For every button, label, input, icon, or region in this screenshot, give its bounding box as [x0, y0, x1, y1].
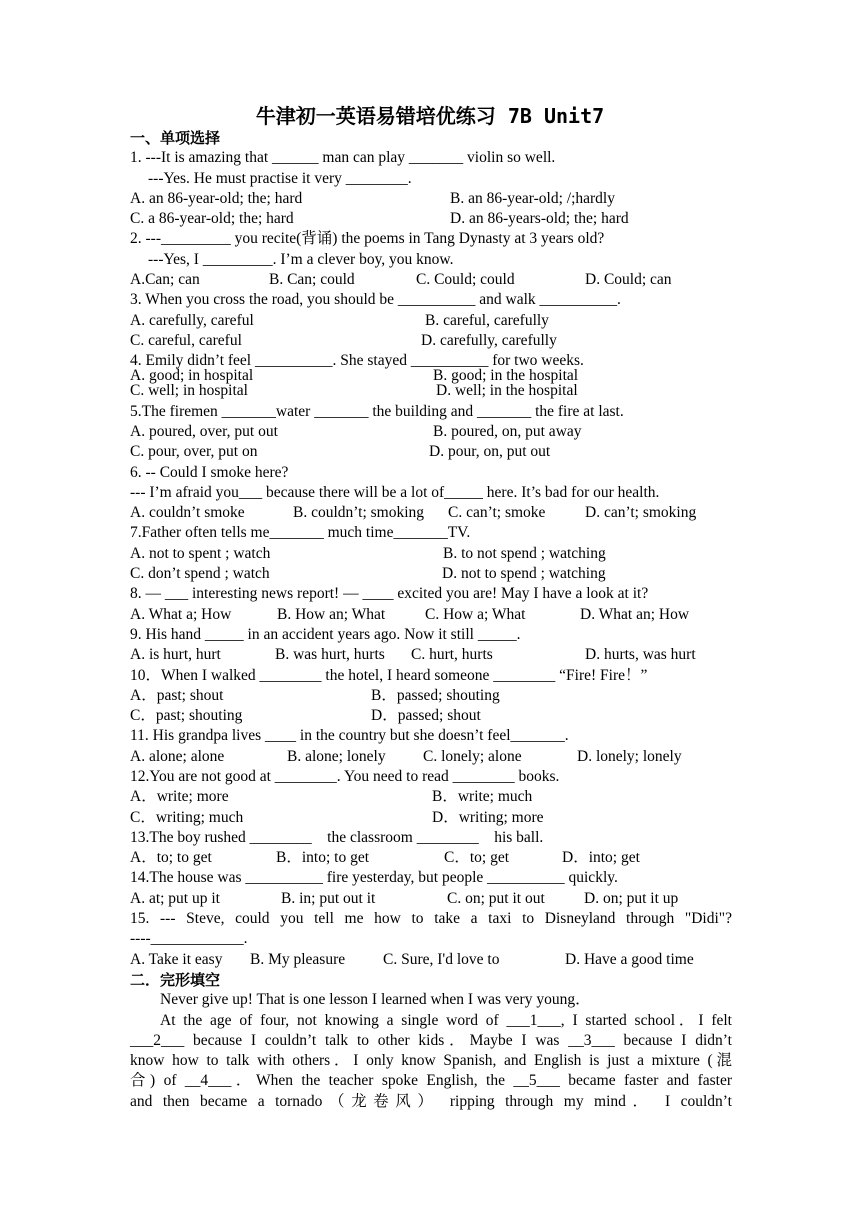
question-stem: 1. ---It is amazing that ______ man can play _______ violin so well. — [130, 149, 556, 167]
option-a: A. What a; How — [130, 605, 232, 623]
passage-line: 合) of __4___．When the teacher spoke English, the __5___ became faster and faster — [130, 1072, 732, 1090]
question-stem: 2. ---_________ you recite(背诵) the poems in Tang Dynasty at 3 years old? — [130, 230, 605, 248]
option-c: C．writing; much — [130, 808, 244, 826]
option-a: A. alone; alone — [130, 747, 225, 765]
option-row — [130, 368, 732, 383]
option-row — [130, 422, 732, 442]
option-c: C. on; put it out — [447, 889, 545, 907]
option-a: A. good; in hospital — [130, 367, 254, 385]
option-d: D. well; in the hospital — [436, 382, 578, 400]
document-body — [130, 128, 732, 1112]
page-title: 牛津初一英语易错培优练习 7B Unit7 — [255, 104, 605, 128]
question-stem: 9. His hand _____ in an accident years ago. Now it still _____. — [130, 625, 521, 643]
option-row — [130, 544, 732, 564]
question-stem: 10．When I walked ________ the hotel, I heard someone ________ “Fire! Fire！” — [130, 666, 648, 684]
option-b: B. in; put out it — [281, 889, 376, 907]
option-row — [130, 889, 732, 909]
option-d: D. lonely; lonely — [577, 747, 682, 765]
question-stem: 8. — ___ interesting news report! — ____ excited you are! May I have a look at it? — [130, 585, 649, 603]
option-c: C. lonely; alone — [423, 747, 522, 765]
option-b: B. My pleasure — [250, 950, 346, 968]
option-b: B. How an; What — [277, 605, 386, 623]
option-c: C. careful, careful — [130, 331, 242, 349]
option-d: D. carefully, carefully — [421, 331, 557, 349]
passage-line: Never give up! That is one lesson I learned when I was very young． — [160, 991, 591, 1009]
option-c: C. How a; What — [425, 605, 526, 623]
option-b: B. couldn’t; smoking — [293, 504, 425, 522]
option-row — [130, 331, 732, 351]
option-d: D. an 86-years-old; the; hard — [450, 210, 629, 228]
question-stem: ---Yes. He must practise it very ________. — [148, 169, 412, 187]
option-row — [130, 564, 732, 584]
option-b: B．passed; shouting — [371, 686, 500, 704]
option-c: C. can’t; smoke — [448, 504, 546, 522]
option-a: A．past; shout — [130, 686, 224, 704]
passage-line: and then became a tornado（龙卷风） ripping through my mind． I couldn’t — [130, 1092, 732, 1110]
passage-line: At the age of four, not knowing a single word of ___1___, I started school．I felt — [160, 1011, 732, 1029]
option-d: D．passed; shout — [371, 707, 481, 725]
option-a: A．write; more — [130, 788, 229, 806]
option-a: A．to; to get — [130, 849, 212, 867]
option-row — [130, 645, 732, 665]
passage-line: know how to talk with others．I only know Spanish, and English is just a mixture (混 — [130, 1052, 732, 1070]
option-row — [130, 848, 732, 868]
option-row — [130, 686, 732, 706]
option-d: D. not to spend ; watching — [442, 565, 606, 583]
option-b: B. Can; could — [269, 271, 355, 289]
option-row — [130, 747, 732, 767]
question-stem: ---Yes, I _________. I’m a clever boy, you know. — [148, 250, 454, 268]
option-row — [130, 442, 732, 462]
option-a: A. carefully, careful — [130, 311, 254, 329]
option-a: A. not to spent ; watch — [130, 544, 271, 562]
option-a: A. an 86-year-old; the; hard — [130, 189, 303, 207]
option-row — [130, 189, 732, 209]
option-c: C. Could; could — [416, 271, 515, 289]
option-row — [130, 270, 732, 290]
option-c: C. hurt, hurts — [411, 646, 493, 664]
option-d: D. hurts, was hurt — [585, 646, 696, 664]
option-d: D. Could; can — [585, 271, 672, 289]
option-a: A. poured, over, put out — [130, 422, 278, 440]
option-d: D．into; get — [562, 849, 640, 867]
question-stem: 3. When you cross the road, you should be __________ and walk __________. — [130, 291, 621, 309]
option-b: B. an 86-year-old; /;hardly — [450, 189, 615, 207]
option-d: D. Have a good time — [565, 950, 694, 968]
question-stem: 4. Emily didn’t feel __________. She stayed __________ for two weeks. — [130, 352, 584, 370]
option-d: D．writing; more — [432, 808, 544, 826]
question-stem: 14.The house was __________ fire yesterday, but people __________ quickly. — [130, 869, 618, 887]
option-d: D. on; put it up — [584, 889, 679, 907]
section-heading: 一、单项选择 — [130, 129, 221, 147]
question-stem: 5.The firemen _______water _______ the building and _______ the fire at last. — [130, 402, 624, 420]
option-b: B. poured, on, put away — [433, 422, 582, 440]
question-stem: 12.You are not good at ________. You need to read ________ books. — [130, 767, 560, 785]
question-stem: --- I’m afraid you___ because there will be a lot of_____ here. It’s bad for our health. — [130, 483, 660, 501]
question-stem: 6. -- Could I smoke here? — [130, 463, 289, 481]
option-c: C．past; shouting — [130, 707, 243, 725]
option-b: B. careful, carefully — [425, 311, 549, 329]
option-b: B. was hurt, hurts — [275, 646, 385, 664]
question-stem: ----____________. — [130, 930, 248, 948]
option-c: C. a 86-year-old; the; hard — [130, 210, 294, 228]
question-stem: 13.The boy rushed ________ the classroom ________ his ball. — [130, 828, 544, 846]
option-b: B．into; to get — [276, 849, 370, 867]
option-b: B. to not spend ; watching — [443, 544, 606, 562]
option-row — [130, 503, 732, 523]
option-row — [130, 950, 732, 970]
question-stem: 7.Father often tells me_______ much time_______TV. — [130, 524, 471, 542]
option-b: B. good; in the hospital — [433, 367, 579, 385]
passage-line: ___2___ because I couldn’t talk to other kids．Maybe I was __3___ because I didn’t — [130, 1031, 732, 1049]
option-c: C．to; get — [444, 849, 510, 867]
question-stem: 11. His grandpa lives ____ in the country but she doesn’t feel_______. — [130, 727, 569, 745]
option-a: A. couldn’t smoke — [130, 504, 245, 522]
option-a: A.Can; can — [130, 271, 200, 289]
section-heading: 二．完形填空 — [130, 970, 221, 989]
option-c: C. pour, over, put on — [130, 443, 258, 461]
option-a: A. at; put up it — [130, 889, 220, 907]
option-d: D. pour, on, put out — [429, 443, 551, 461]
option-d: D. can’t; smoking — [585, 504, 697, 522]
option-c: C. Sure, I'd love to — [383, 950, 500, 968]
option-c: C. don’t spend ; watch — [130, 565, 270, 583]
option-row — [130, 787, 732, 807]
option-c: C. well; in hospital — [130, 382, 248, 400]
option-row — [130, 209, 732, 229]
option-row — [130, 383, 732, 398]
option-row — [130, 808, 732, 828]
option-row — [130, 605, 732, 625]
question-stem: 15. --- Steve, could you tell me how to take a taxi to Disneyland through "Didi"? — [130, 910, 732, 928]
option-d: D. What an; How — [580, 605, 690, 623]
option-b: B. alone; lonely — [287, 747, 386, 765]
option-row — [130, 706, 732, 726]
option-b: B．write; much — [432, 788, 533, 806]
option-a: A. Take it easy — [130, 950, 223, 968]
option-row — [130, 311, 732, 331]
option-a: A. is hurt, hurt — [130, 646, 221, 664]
